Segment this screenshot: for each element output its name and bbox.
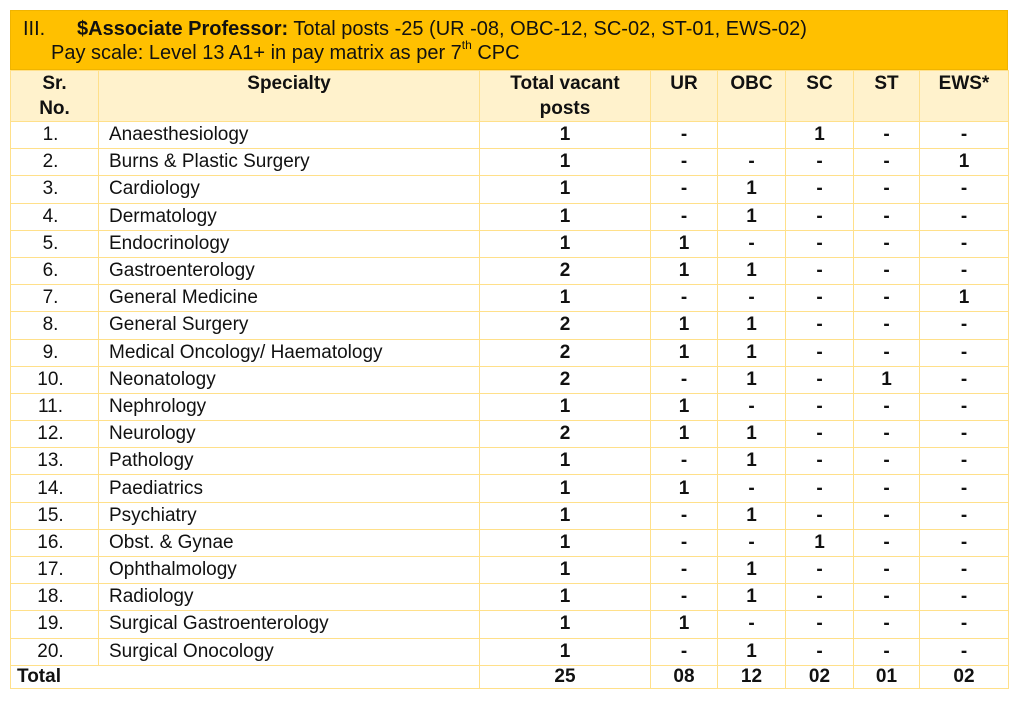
row-sr-no: 6. xyxy=(11,257,99,284)
row-sr-no: 9. xyxy=(11,339,99,366)
table-row xyxy=(11,285,1009,312)
table-row xyxy=(11,638,1009,665)
row-ews: - xyxy=(920,584,1009,611)
row-obc: 1 xyxy=(718,421,786,448)
banner-line-2 xyxy=(51,38,995,65)
row-st: - xyxy=(854,230,920,257)
table-row xyxy=(11,230,1009,257)
row-ur: 1 xyxy=(651,230,718,257)
row-sc: - xyxy=(786,312,854,339)
row-st: - xyxy=(854,257,920,284)
row-sc: - xyxy=(786,584,854,611)
row-total: 1 xyxy=(480,122,651,149)
row-obc: 1 xyxy=(718,557,786,584)
table-row xyxy=(11,122,1009,149)
row-sc: - xyxy=(786,502,854,529)
row-sr-no: 5. xyxy=(11,230,99,257)
vacancy-table xyxy=(10,70,1009,689)
row-ur: - xyxy=(651,638,718,665)
row-specialty: Nephrology xyxy=(99,393,480,420)
row-specialty: Anaesthesiology xyxy=(99,122,480,149)
header-sc: SC xyxy=(786,71,854,122)
row-total: 1 xyxy=(480,584,651,611)
row-ur: - xyxy=(651,285,718,312)
row-sr-no: 15. xyxy=(11,502,99,529)
row-obc: - xyxy=(718,611,786,638)
row-sc: - xyxy=(786,611,854,638)
row-ews: - xyxy=(920,502,1009,529)
row-total: 1 xyxy=(480,529,651,556)
row-sc: - xyxy=(786,257,854,284)
row-total: 1 xyxy=(480,475,651,502)
row-obc: - xyxy=(718,230,786,257)
row-total: 1 xyxy=(480,230,651,257)
row-obc: 1 xyxy=(718,176,786,203)
row-obc: - xyxy=(718,475,786,502)
row-total: 1 xyxy=(480,448,651,475)
row-total: 1 xyxy=(480,203,651,230)
row-ur: - xyxy=(651,122,718,149)
row-specialty: General Surgery xyxy=(99,312,480,339)
row-total: 1 xyxy=(480,176,651,203)
row-obc: 1 xyxy=(718,584,786,611)
table-row xyxy=(11,339,1009,366)
row-specialty: Surgical Onocology xyxy=(99,638,480,665)
row-obc: 1 xyxy=(718,339,786,366)
total-ews: 02 xyxy=(920,665,1009,688)
row-st: - xyxy=(854,203,920,230)
row-sr-no: 8. xyxy=(11,312,99,339)
row-obc: 1 xyxy=(718,366,786,393)
row-sr-no: 13. xyxy=(11,448,99,475)
row-ur: - xyxy=(651,149,718,176)
row-total: 2 xyxy=(480,421,651,448)
table-row xyxy=(11,611,1009,638)
row-specialty: Gastroenterology xyxy=(99,257,480,284)
header-sr-no: Sr. No. xyxy=(11,71,99,122)
row-sr-no: 7. xyxy=(11,285,99,312)
total-st: 01 xyxy=(854,665,920,688)
row-sr-no: 11. xyxy=(11,393,99,420)
row-specialty: Endocrinology xyxy=(99,230,480,257)
pay-scale-suffix: CPC xyxy=(471,42,520,64)
table-row xyxy=(11,584,1009,611)
row-ur: - xyxy=(651,529,718,556)
row-specialty: Obst. & Gynae xyxy=(99,529,480,556)
row-sc: - xyxy=(786,557,854,584)
row-st: - xyxy=(854,475,920,502)
row-obc: - xyxy=(718,285,786,312)
row-obc: - xyxy=(718,149,786,176)
table-row xyxy=(11,203,1009,230)
row-total: 1 xyxy=(480,149,651,176)
row-sr-no: 10. xyxy=(11,366,99,393)
row-specialty: Ophthalmology xyxy=(99,557,480,584)
row-st: - xyxy=(854,176,920,203)
row-sr-no: 20. xyxy=(11,638,99,665)
row-sc: - xyxy=(786,448,854,475)
table-row xyxy=(11,421,1009,448)
row-obc: 1 xyxy=(718,502,786,529)
header-ur: UR xyxy=(651,71,718,122)
row-ur: - xyxy=(651,557,718,584)
row-ews: - xyxy=(920,257,1009,284)
table-row xyxy=(11,257,1009,284)
row-ur: 1 xyxy=(651,257,718,284)
row-st: - xyxy=(854,611,920,638)
row-ews: 1 xyxy=(920,285,1009,312)
row-total: 1 xyxy=(480,393,651,420)
row-sc: - xyxy=(786,285,854,312)
row-ur: - xyxy=(651,203,718,230)
row-sc: - xyxy=(786,366,854,393)
row-ur: - xyxy=(651,366,718,393)
row-obc: - xyxy=(718,529,786,556)
table-row xyxy=(11,529,1009,556)
row-sc: - xyxy=(786,203,854,230)
banner-line-1 xyxy=(23,17,995,41)
row-specialty: Pathology xyxy=(99,448,480,475)
table-row xyxy=(11,149,1009,176)
row-obc: 1 xyxy=(718,448,786,475)
row-sr-no: 16. xyxy=(11,529,99,556)
vacancy-document xyxy=(10,10,1008,689)
row-ews: - xyxy=(920,611,1009,638)
row-specialty: Dermatology xyxy=(99,203,480,230)
row-st: - xyxy=(854,638,920,665)
row-total: 1 xyxy=(480,638,651,665)
row-ews: - xyxy=(920,122,1009,149)
row-ews: - xyxy=(920,393,1009,420)
row-sc: - xyxy=(786,339,854,366)
row-obc: 1 xyxy=(718,257,786,284)
row-obc: 1 xyxy=(718,638,786,665)
row-ur: 1 xyxy=(651,611,718,638)
header-row xyxy=(11,71,1009,122)
row-specialty: Psychiatry xyxy=(99,502,480,529)
table-row xyxy=(11,366,1009,393)
row-ur: - xyxy=(651,502,718,529)
row-ews: - xyxy=(920,366,1009,393)
row-sc: - xyxy=(786,149,854,176)
row-st: - xyxy=(854,285,920,312)
row-ur: 1 xyxy=(651,475,718,502)
header-st: ST xyxy=(854,71,920,122)
row-specialty: Burns & Plastic Surgery xyxy=(99,149,480,176)
row-total: 2 xyxy=(480,312,651,339)
row-sc: - xyxy=(786,475,854,502)
row-sr-no: 2. xyxy=(11,149,99,176)
row-ews: 1 xyxy=(920,149,1009,176)
row-sc: - xyxy=(786,230,854,257)
row-specialty: Medical Oncology/ Haematology xyxy=(99,339,480,366)
row-sr-no: 17. xyxy=(11,557,99,584)
row-sc: - xyxy=(786,421,854,448)
row-sr-no: 1. xyxy=(11,122,99,149)
row-specialty: Neonatology xyxy=(99,366,480,393)
row-ur: 1 xyxy=(651,393,718,420)
row-ews: - xyxy=(920,638,1009,665)
row-specialty: Neurology xyxy=(99,421,480,448)
table-row xyxy=(11,176,1009,203)
row-sr-no: 19. xyxy=(11,611,99,638)
post-title: $Associate Professor: xyxy=(77,18,289,40)
table-row xyxy=(11,312,1009,339)
row-sc: - xyxy=(786,638,854,665)
row-obc: 1 xyxy=(718,203,786,230)
row-sr-no: 12. xyxy=(11,421,99,448)
table-row xyxy=(11,475,1009,502)
table-row xyxy=(11,448,1009,475)
row-st: 1 xyxy=(854,366,920,393)
header-specialty: Specialty xyxy=(99,71,480,122)
row-sr-no: 18. xyxy=(11,584,99,611)
row-st: - xyxy=(854,502,920,529)
row-ews: - xyxy=(920,312,1009,339)
row-sr-no: 14. xyxy=(11,475,99,502)
row-st: - xyxy=(854,529,920,556)
posts-summary: Total posts -25 (UR -08, OBC-12, SC-02, ST-01, EWS-02) xyxy=(293,18,807,40)
row-total: 1 xyxy=(480,285,651,312)
row-specialty: Paediatrics xyxy=(99,475,480,502)
row-ews: - xyxy=(920,557,1009,584)
row-ur: - xyxy=(651,448,718,475)
row-total: 1 xyxy=(480,611,651,638)
row-total: 2 xyxy=(480,366,651,393)
row-total: 1 xyxy=(480,557,651,584)
row-sc: 1 xyxy=(786,529,854,556)
row-total: 2 xyxy=(480,339,651,366)
row-ews: - xyxy=(920,448,1009,475)
row-sc: - xyxy=(786,176,854,203)
total-obc: 12 xyxy=(718,665,786,688)
row-ur: 1 xyxy=(651,312,718,339)
row-ews: - xyxy=(920,203,1009,230)
row-specialty: Radiology xyxy=(99,584,480,611)
row-st: - xyxy=(854,312,920,339)
total-vacant: 25 xyxy=(480,665,651,688)
total-label: Total xyxy=(11,665,480,688)
pay-scale-text: Pay scale: Level 13 A1+ in pay matrix as per 7 xyxy=(51,42,462,64)
table-row xyxy=(11,393,1009,420)
row-st: - xyxy=(854,393,920,420)
row-st: - xyxy=(854,122,920,149)
section-number: III. xyxy=(23,18,46,40)
row-obc: 1 xyxy=(718,312,786,339)
row-st: - xyxy=(854,448,920,475)
row-sr-no: 4. xyxy=(11,203,99,230)
row-ews: - xyxy=(920,421,1009,448)
row-sc: - xyxy=(786,393,854,420)
row-ews: - xyxy=(920,230,1009,257)
row-st: - xyxy=(854,557,920,584)
row-total: 2 xyxy=(480,257,651,284)
header-obc: OBC xyxy=(718,71,786,122)
pay-scale-sup: th xyxy=(461,38,472,53)
row-st: - xyxy=(854,421,920,448)
row-ur: 1 xyxy=(651,339,718,366)
row-sr-no: 3. xyxy=(11,176,99,203)
row-st: - xyxy=(854,339,920,366)
row-obc: - xyxy=(718,393,786,420)
table-row xyxy=(11,502,1009,529)
row-st: - xyxy=(854,584,920,611)
total-sc: 02 xyxy=(786,665,854,688)
row-ur: 1 xyxy=(651,421,718,448)
total-ur: 08 xyxy=(651,665,718,688)
header-total-vacant: Total vacant posts xyxy=(480,71,651,122)
header-ews: EWS* xyxy=(920,71,1009,122)
row-st: - xyxy=(854,149,920,176)
row-specialty: General Medicine xyxy=(99,285,480,312)
row-total: 1 xyxy=(480,502,651,529)
row-ews: - xyxy=(920,529,1009,556)
row-sc: 1 xyxy=(786,122,854,149)
section-banner xyxy=(10,10,1008,70)
row-ews: - xyxy=(920,475,1009,502)
row-specialty: Surgical Gastroenterology xyxy=(99,611,480,638)
row-ur: - xyxy=(651,176,718,203)
row-obc xyxy=(718,122,786,149)
row-ews: - xyxy=(920,176,1009,203)
total-row xyxy=(11,665,1009,688)
row-ews: - xyxy=(920,339,1009,366)
row-specialty: Cardiology xyxy=(99,176,480,203)
table-row xyxy=(11,557,1009,584)
row-ur: - xyxy=(651,584,718,611)
